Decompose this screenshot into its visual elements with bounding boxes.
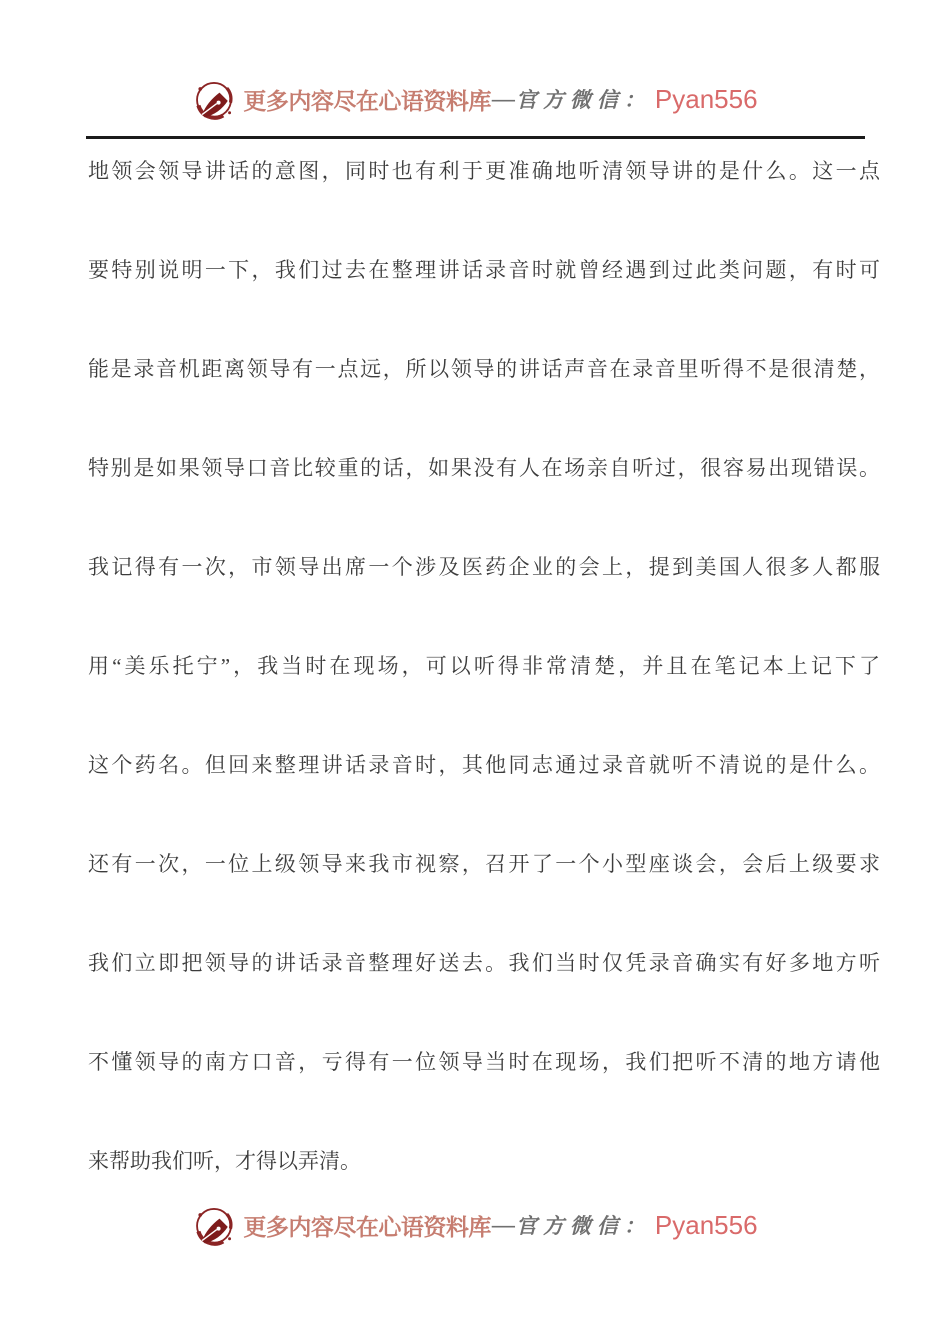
footer-watermark [0,1198,950,1252]
wechat-id: Pyan556 [654,83,758,114]
pen-seal-logo-icon [192,75,236,123]
text-line: 我记得有一次，市领导出席一个涉及医药企业的会上，提到美国人很多人都服 [88,555,880,579]
header-watermark [0,72,950,126]
text-line: 用“美乐托宁”，我当时在现场，可以听得非常清楚，并且在笔记本上记下了 [88,654,880,678]
wechat-id: Pyan556 [654,1209,758,1240]
text-line: 特别是如果领导口音比较重的话，如果没有人在场亲自听过，很容易出现错误。 [88,456,880,480]
text-line: 要特别说明一下，我们过去在整理讲话录音时就曾经遇到过此类问题，有时可 [88,258,880,282]
pen-seal-logo-icon [192,1201,236,1249]
brand-text: 更多内容尽在心语资料库 [243,1214,491,1240]
text-line: 不懂领导的南方口音，亏得有一位领导当时在现场，我们把听不清的地方请他 [88,1050,880,1074]
text-line: 地领会领导讲话的意图，同时也有利于更准确地听清领导讲的是什么。这一点 [88,159,880,183]
dash-separator: — [491,1212,515,1237]
dash-separator: — [491,86,515,111]
brand-text: 更多内容尽在心语资料库 [243,88,491,114]
text-line: 能是录音机距离领导有一点远，所以领导的讲话声音在录音里听得不是很清楚， [88,357,880,381]
wechat-label: 官方微信： [515,1213,651,1238]
text-line: 来帮助我们听，才得以弄清。 [88,1149,361,1173]
text-line: 这个药名。但回来整理讲话录音时，其他同志通过录音就听不清说的是什么。 [88,753,880,777]
wechat-label: 官方微信： [515,87,651,112]
text-line: 我们立即把领导的讲话录音整理好送去。我们当时仅凭录音确实有好多地方听 [88,951,880,975]
document-body [88,122,880,1211]
text-line: 还有一次，一位上级领导来我市视察，召开了一个小型座谈会，会后上级要求 [88,852,880,876]
